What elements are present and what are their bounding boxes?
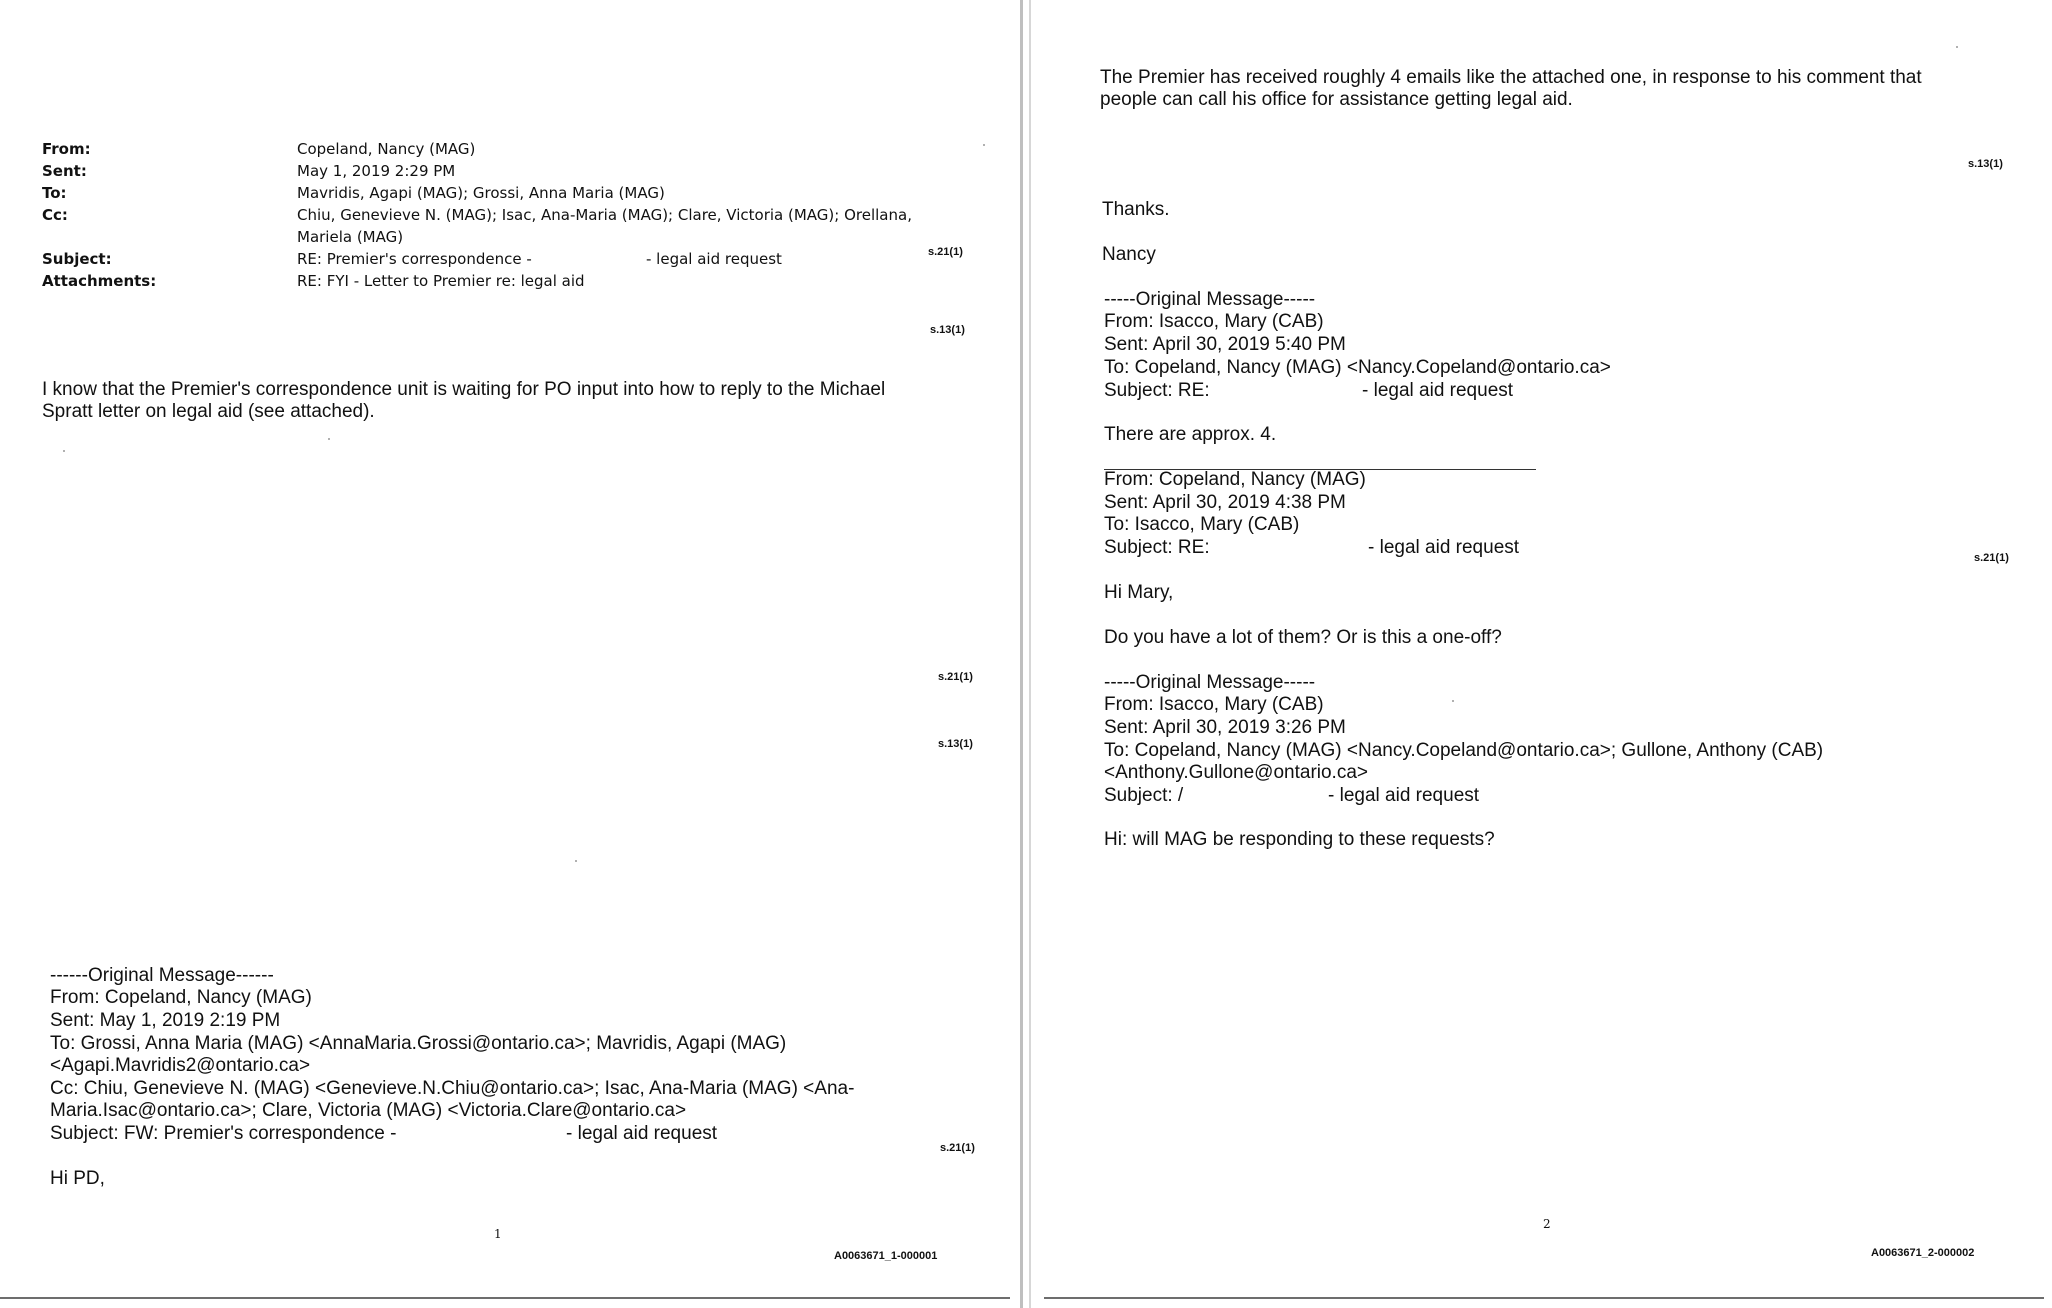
- msg1-to: To: Copeland, Nancy (MAG) <Nancy.Copeland@ontario.ca>: [1104, 357, 1611, 378]
- body-text-line2: Spratt letter on legal aid (see attached).: [42, 401, 375, 422]
- msg1-sent: Sent: April 30, 2019 5:40 PM: [1104, 334, 1346, 355]
- thanks-text: Thanks.: [1102, 199, 1170, 220]
- cc-value-line2: Mariela (MAG): [297, 228, 404, 246]
- msg1-subject-tail: - legal aid request: [1362, 380, 1514, 401]
- page-number: 2: [1543, 1217, 1551, 1231]
- msg1-subject: Subject: RE:: [1104, 380, 1210, 401]
- original-cc-line2: Maria.Isac@ontario.ca>; Clare, Victoria (MAG) <Victoria.Clare@ontario.ca>: [50, 1100, 687, 1121]
- redaction-code: s.21(1): [928, 246, 963, 258]
- scan-speck: [1452, 700, 1454, 702]
- subject-value: RE: Premier's correspondence -: [297, 250, 532, 268]
- redaction-code: s.21(1): [938, 671, 973, 683]
- subject-value-tail: - legal aid request: [646, 250, 782, 268]
- scan-speck: [1956, 46, 1958, 48]
- msg3-to-line1: To: Copeland, Nancy (MAG) <Nancy.Copeland@ontario.ca>; Gullone, Anthony (CAB): [1104, 740, 1824, 761]
- redaction-code: s.21(1): [1974, 552, 2009, 564]
- msg3-from: From: Isacco, Mary (CAB): [1104, 694, 1324, 715]
- subject-label: Subject:: [42, 250, 112, 268]
- page-gutter: [1020, 0, 1023, 1308]
- msg3-sent: Sent: April 30, 2019 3:26 PM: [1104, 717, 1346, 738]
- msg2-greeting: Hi Mary,: [1104, 582, 1174, 603]
- intro-line2: people can call his office for assistance getting legal aid.: [1100, 89, 1573, 110]
- scan-speck: [63, 450, 65, 452]
- redaction-code: s.13(1): [930, 324, 965, 336]
- intro-line1: The Premier has received roughly 4 emails like the attached one, in response to his comment that: [1100, 67, 1922, 88]
- msg1-body: There are approx. 4.: [1104, 424, 1277, 445]
- msg2-body: Do you have a lot of them? Or is this a one-off?: [1104, 627, 1502, 648]
- sent-value: May 1, 2019 2:29 PM: [297, 162, 456, 180]
- original-to-line2: <Agapi.Mavridis2@ontario.ca>: [50, 1055, 311, 1076]
- document-id: A0063671_1-000001: [834, 1250, 938, 1262]
- msg2-subject-tail: - legal aid request: [1368, 537, 1520, 558]
- scan-speck: [575, 860, 577, 862]
- original-greeting: Hi PD,: [50, 1168, 105, 1189]
- page-bottom-edge: [0, 1297, 1010, 1299]
- to-label: To:: [42, 184, 67, 202]
- msg3-subject: Subject: /: [1104, 785, 1184, 806]
- msg3-marker: -----Original Message-----: [1104, 672, 1316, 693]
- cc-label: Cc:: [42, 206, 68, 224]
- redaction-code: s.13(1): [938, 738, 973, 750]
- msg2-to: To: Isacco, Mary (CAB): [1104, 514, 1300, 535]
- original-subject-tail: - legal aid request: [566, 1123, 718, 1144]
- cc-value-line1: Chiu, Genevieve N. (MAG); Isac, Ana-Maria (MAG); Clare, Victoria (MAG); Orellana,: [297, 206, 912, 224]
- original-to-line1: To: Grossi, Anna Maria (MAG) <AnnaMaria.Grossi@ontario.ca>; Mavridis, Agapi (MAG): [50, 1033, 787, 1054]
- msg3-body: Hi: will MAG be responding to these requests?: [1104, 829, 1495, 850]
- from-value: Copeland, Nancy (MAG): [297, 140, 476, 158]
- signature-text: Nancy: [1102, 244, 1156, 265]
- document-id: A0063671_2-000002: [1871, 1247, 1975, 1259]
- msg3-subject-tail: - legal aid request: [1328, 785, 1480, 806]
- from-label: From:: [42, 140, 91, 158]
- original-sent: Sent: May 1, 2019 2:19 PM: [50, 1010, 281, 1031]
- scan-speck: [983, 144, 985, 146]
- document-page-2: [1034, 0, 2052, 1308]
- sent-label: Sent:: [42, 162, 87, 180]
- page-number: 1: [494, 1227, 502, 1241]
- msg2-subject: Subject: RE:: [1104, 537, 1210, 558]
- page-gutter-shadow: [1029, 0, 1031, 1308]
- document-page-1: [0, 0, 1020, 1308]
- msg3-to-line2: <Anthony.Gullone@ontario.ca>: [1104, 762, 1368, 783]
- msg1-marker: -----Original Message-----: [1104, 289, 1316, 310]
- body-text-line1: I know that the Premier's correspondence unit is waiting for PO input into how to reply to the Michael: [42, 379, 886, 400]
- attachments-label: Attachments:: [42, 272, 157, 290]
- original-subject: Subject: FW: Premier's correspondence -: [50, 1123, 397, 1144]
- original-from: From: Copeland, Nancy (MAG): [50, 987, 312, 1008]
- page-bottom-edge: [1044, 1297, 2044, 1299]
- scan-speck: [328, 438, 330, 440]
- to-value: Mavridis, Agapi (MAG); Grossi, Anna Maria (MAG): [297, 184, 665, 202]
- redaction-code: s.21(1): [940, 1142, 975, 1154]
- original-cc-line1: Cc: Chiu, Genevieve N. (MAG) <Genevieve.N.Chiu@ontario.ca>; Isac, Ana-Maria (MAG) <Ana-: [50, 1078, 855, 1099]
- msg2-from: From: Copeland, Nancy (MAG): [1104, 469, 1366, 490]
- redaction-code: s.13(1): [1968, 158, 2003, 170]
- attachments-value: RE: FYI - Letter to Premier re: legal aid: [297, 272, 585, 290]
- original-message-marker: ------Original Message------: [50, 965, 274, 986]
- msg1-from: From: Isacco, Mary (CAB): [1104, 311, 1324, 332]
- msg2-sent: Sent: April 30, 2019 4:38 PM: [1104, 492, 1346, 513]
